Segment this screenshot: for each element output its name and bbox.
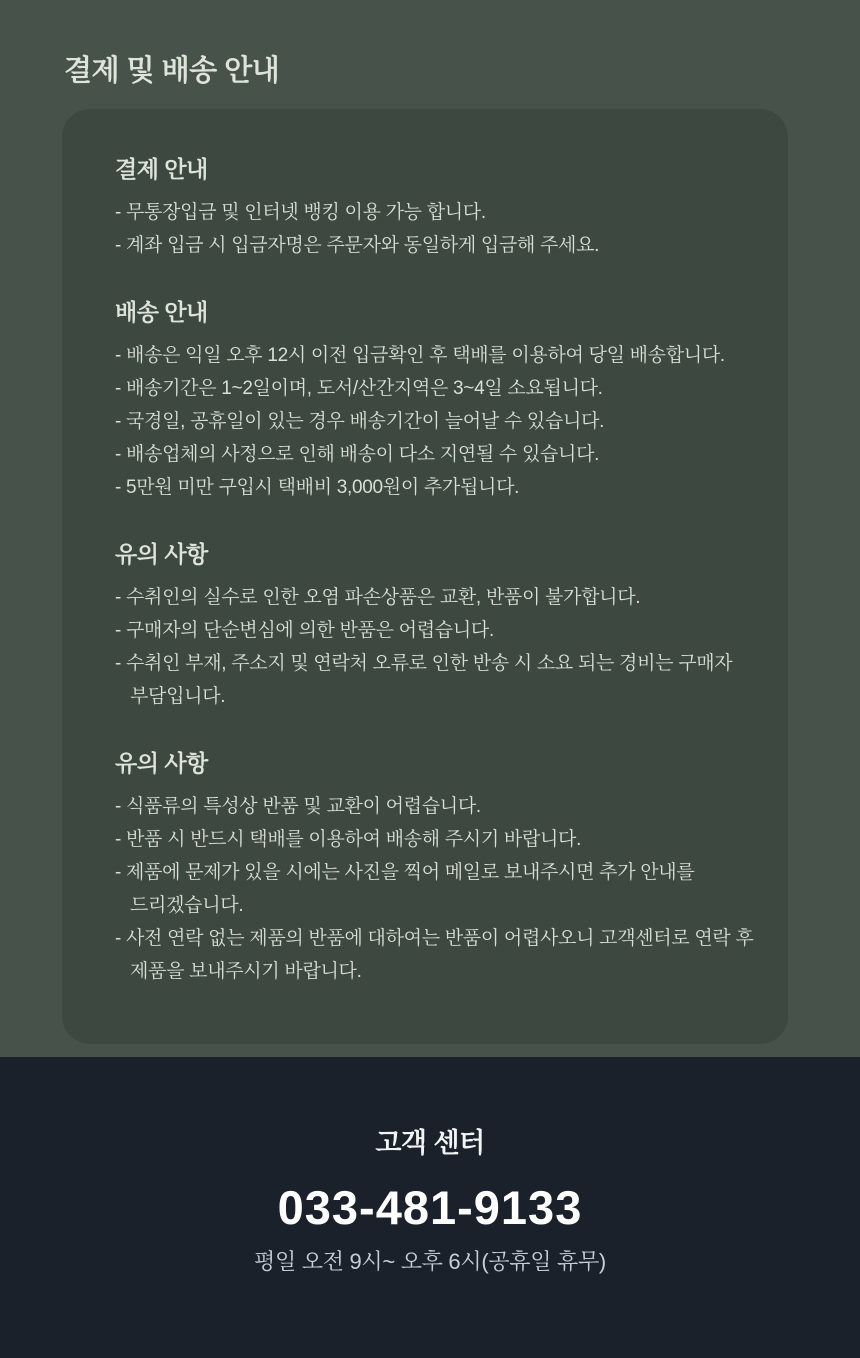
list-item: - 무통장입금 및 인터넷 뱅킹 이용 가능 합니다.	[115, 202, 486, 223]
list-item: - 국경일, 공휴일이 있는 경우 배송기간이 늘어날 수 있습니다.	[115, 411, 605, 432]
list-item: - 배송업체의 사정으로 인해 배송이 다소 지연될 수 있습니다.	[115, 444, 600, 465]
list-item: - 반품 시 반드시 택배를 이용하여 배송해 주시기 바랍니다.	[115, 829, 582, 850]
list-item: - 식품류의 특성상 반품 및 교환이 어렵습니다.	[115, 796, 481, 817]
section-payment-guide	[115, 155, 760, 262]
section-heading-shipping: 배송 안내	[115, 299, 208, 325]
list-item: - 구매자의 단순변심에 의한 반품은 어렵습니다.	[115, 620, 494, 641]
customer-center-phone: 033-481-9133	[277, 1181, 583, 1234]
list-item: - 수취인의 실수로 인한 오염 파손상품은 교환, 반품이 불가합니다.	[115, 587, 641, 608]
list-item: - 제품에 문제가 있을 시에는 사진을 찍어 메일로 보내주시면 추가 안내를 드리겠습니다.	[115, 862, 695, 916]
list-item: - 5만원 미만 구입시 택배비 3,000원이 추가됩니다.	[115, 477, 520, 498]
list-item: - 사전 연락 없는 제품의 반품에 대하여는 반품이 어렵사오니 고객센터로 연락 후 제품을 보내주시기 바랍니다.	[115, 928, 754, 982]
customer-center-title: 고객 센터	[375, 1128, 485, 1158]
customer-center-footer	[0, 1057, 860, 1358]
list-item: - 계좌 입금 시 입금자명은 주문자와 동일하게 입금해 주세요.	[115, 235, 600, 256]
info-card	[62, 109, 788, 1044]
section-heading-payment: 결제 안내	[115, 156, 208, 182]
section-heading-cautions-2: 유의 사항	[115, 750, 208, 776]
section-cautions-2	[115, 749, 760, 988]
page-title: 결제 및 배송 안내	[64, 55, 280, 87]
customer-center-hours: 평일 오전 9시~ 오후 6시(공휴일 휴무)	[254, 1249, 606, 1274]
list-item: - 배송기간은 1~2일이며, 도서/산간지역은 3~4일 소요됩니다.	[115, 378, 603, 399]
section-shipping-guide	[115, 298, 760, 504]
list-item: - 수취인 부재, 주소지 및 연락처 오류로 인한 반송 시 소요 되는 경비는 구매자 부담입니다.	[115, 653, 733, 707]
section-heading-cautions-1: 유의 사항	[115, 541, 208, 567]
section-cautions-1	[115, 540, 760, 713]
list-item: - 배송은 익일 오후 12시 이전 입금확인 후 택배를 이용하여 당일 배송합니다.	[115, 345, 725, 366]
